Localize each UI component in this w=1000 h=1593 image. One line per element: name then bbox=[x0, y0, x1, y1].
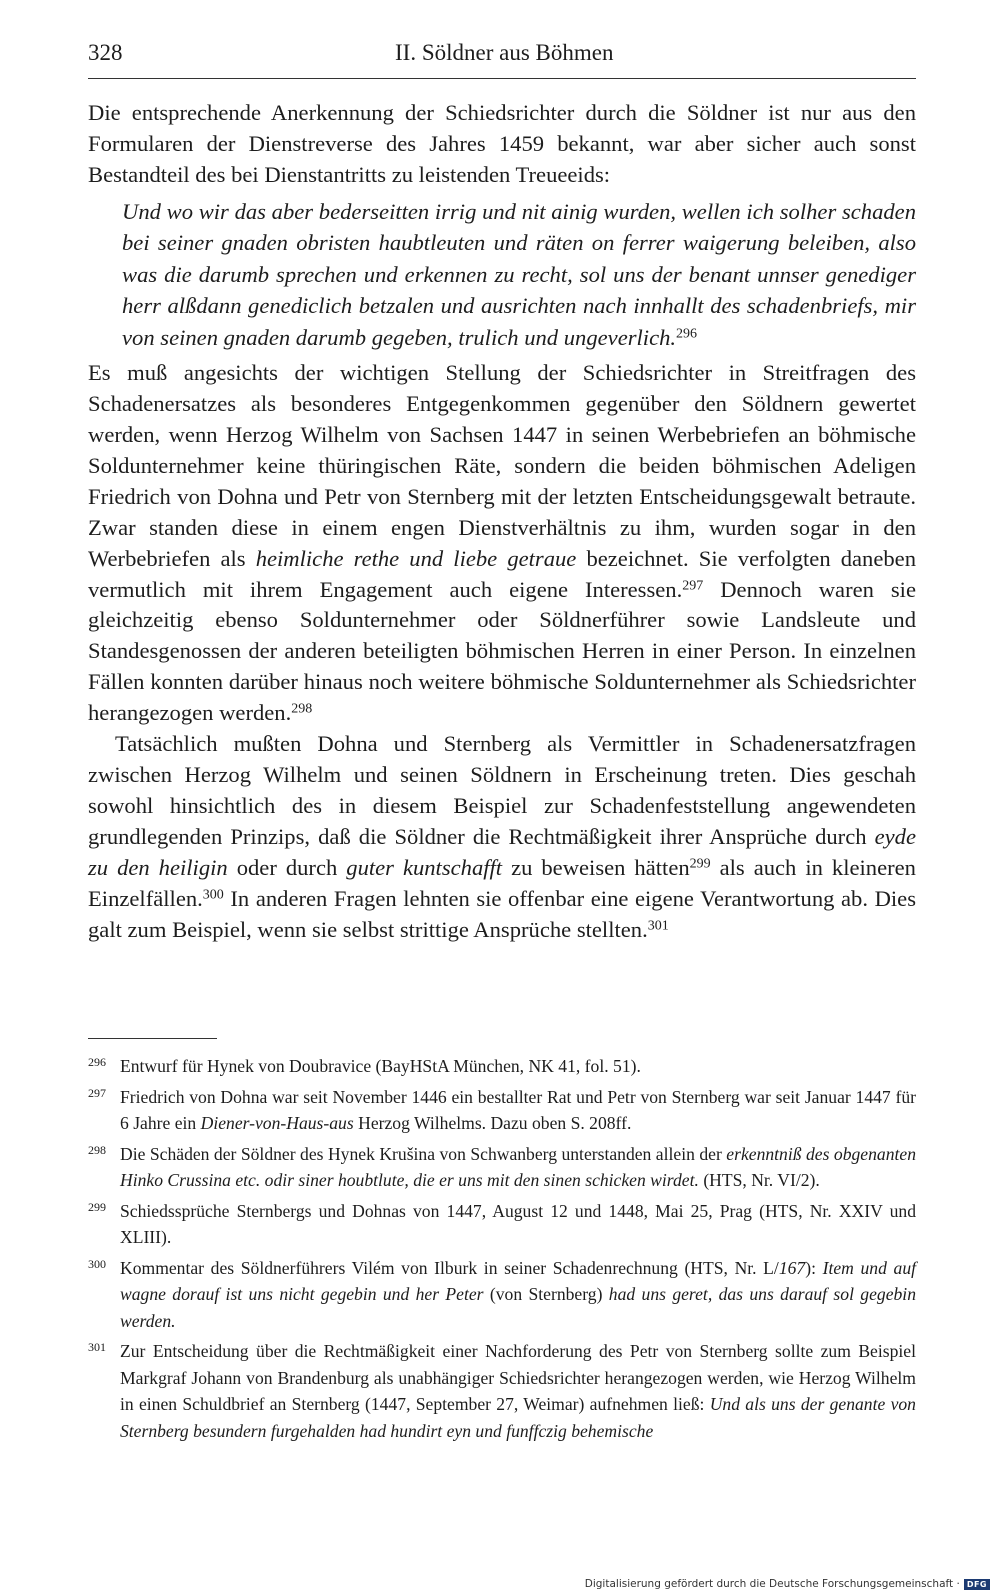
footnote-text: Zur Entscheidung über die Rechtmäßigkeit einer Nachforderung des Petr von Sternberg sollte zum Beispiel Markgraf Johann von Brandenburg als unabhängiger Schiedsrichter herangezogen werden, wie Herzog Wilhelm in einen Schuldbrief an Sternberg (1447, September 27, Weimar) aufnehmen ließ: bbox=[120, 1341, 916, 1414]
footnote-italic: Diener-von-Haus-aus bbox=[200, 1113, 354, 1133]
footnote-italic: Item und auf wagne dorauf ist uns nicht gegebin und her Peter bbox=[120, 1257, 917, 1304]
dfg-logo-icon: DFG bbox=[964, 1579, 990, 1590]
paragraph-2 bbox=[88, 358, 916, 729]
footnote-text: Kommentar des Söldnerführers Vilém von Ilburk in seiner Schadenrechnung (HTS, Nr. L/ bbox=[120, 1257, 779, 1278]
footnote-ref-296[interactable]: 296 bbox=[676, 326, 698, 342]
footnote-text: (HTS, Nr. VI/2). bbox=[703, 1170, 820, 1190]
p3-text-a: Tatsächlich mußten Dohna und Sternberg als Vermittler in Schadenersatzfragen zwischen Herzog Wilhelm und seinen Söldnern in Erscheinung treten. Dies geschah sowohl hinsichtlich des in diesem Beispiel zur Schadenfeststellung angewendeten grundlegenden Prinzips, daß die Söldner die Rechtmäßigkeit ihrer Ansprüche durch bbox=[88, 731, 916, 849]
footnote-297: 297 Friedrich von Dohna war seit November 1446 ein bestallter Rat und Petr von Sternberg war seit Januar 1447 für 6 Jahre ein Diener-von-Haus-aus Herzog Wilhelms. Dazu oben S. 208ff. bbox=[88, 1085, 916, 1133]
footnote-text: Entwurf für Hynek von Doubravice (BayHStA München, NK 41, fol. 51). bbox=[120, 1056, 641, 1076]
footnote-301: 301 Zur Entscheidung über die Rechtmäßigkeit einer Nachforderung des Petr von Sternberg sollte zum Beispiel Markgraf Johann von Brandenburg als unabhängiger Schiedsrichter herangezogen werden, wie Herzog Wilhelm in einen Schuldbrief an Sternberg (1447, September 27, Weimar) aufnehmen ließ: Und als uns der genante von Sternberg besundern furgehalden had hundirt eyn und funffczig behemische bbox=[88, 1340, 916, 1441]
footnote-text: Die Schäden der Söldner des Hynek Krušina von Schwanberg unterstanden allein der bbox=[120, 1143, 722, 1164]
footnote-italic: Und als uns der genante von Sternberg besundern furgehalden had hundirt eyn und funffczig behemische bbox=[120, 1394, 916, 1441]
paragraph-1: Die entsprechende Anerkennung der Schiedsrichter durch die Söldner ist nur aus den Formularen der Dienstreverse des Jahres 1459 bekannt, war aber sicher auch sonst Bestandteil des bei Dienstantritts zu leistenden Treueeids: bbox=[88, 100, 916, 187]
footnote-296: 296 Entwurf für Hynek von Doubravice (BayHStA München, NK 41, fol. 51). bbox=[88, 1055, 641, 1076]
p2-text-b: bezeichnet. Sie verfolgten daneben vermutlich mit ihrem Engagement auch eigene Interessen. bbox=[88, 545, 916, 602]
footnote-text: (von Sternberg) bbox=[489, 1284, 603, 1304]
main-text bbox=[88, 98, 916, 945]
footnote-ref-298[interactable]: 298 bbox=[291, 701, 313, 717]
running-head: II. Söldner aus Böhmen bbox=[395, 40, 614, 65]
footnote-298: 298 Die Schäden der Söldner des Hynek Krušina von Schwanberg unterstanden allein der erkenntniß des obgenanten Hinko Crussina etc. odir siner houbtlute, die er uns mit den sinen schicken wirdet. (HTS, Nr. VI/2). bbox=[88, 1142, 916, 1190]
p3-italic-2: guter kuntschafft bbox=[346, 854, 503, 880]
page-header bbox=[88, 38, 916, 79]
p3-text-d: als auch in kleineren Einzelfällen. bbox=[88, 854, 916, 911]
digitization-footer bbox=[585, 1578, 990, 1590]
footnote-text: Herzog Wilhelms. Dazu oben S. 208ff. bbox=[358, 1113, 632, 1133]
footnote-text: ): bbox=[805, 1257, 816, 1278]
footnote-ref-299[interactable]: 299 bbox=[689, 856, 711, 872]
footnote-italic: erkenntniß des obgenanten Hinko Crussina etc. odir siner houbtlute, die er uns mit den sinen schicken wirdet. bbox=[120, 1143, 916, 1190]
p2-text-c: Dennoch waren sie gleichzeitig ebenso Soldunternehmer oder Söldnerführer sowie Landsleute und Standesgenossen der anderen beteiligten böhmischen Herren in einer Person. In einzelnen Fällen konnten darüber hinaus noch weitere böhmische Soldunternehmer als Schiedsrichter herangezogen werden. bbox=[88, 576, 916, 726]
footnote-ref-301[interactable]: 301 bbox=[647, 917, 669, 933]
footnotes bbox=[88, 1053, 916, 1448]
footnote-italic: had uns geret, das uns darauf sol gegebin werden. bbox=[120, 1284, 916, 1331]
p3-text-e: In anderen Fragen lehnten sie offenbar eine eigene Verantwortung ab. Dies galt zum Beispiel, wenn sie selbst strittige Ansprüche stellten. bbox=[88, 885, 916, 942]
footnote-divider bbox=[88, 1038, 217, 1039]
paragraph-3 bbox=[88, 729, 916, 945]
p2-text-a: Es muß angesichts der wichtigen Stellung der Schiedsrichter in Streitfragen des Schadenersatzes als besonderes Entgegenkommen gegenüber den Söldnern gewertet werden, wenn Herzog Wilhelm von Sachsen 1447 in seinen Werbebriefen an böhmische Soldunternehmer keine thüringischen Räte, sondern die beiden böhmischen Adeligen Friedrich von Dohna und Petr von Sternberg mit der letzten Entscheidungsgewalt betraute. Zwar standen diese in einem engen Dienstverhältnis zu ihm, wurden sogar in den Werbebriefen als bbox=[88, 360, 916, 571]
footnote-italic: 167 bbox=[778, 1257, 806, 1278]
p3-text-c: zu beweisen hätten bbox=[511, 854, 690, 880]
footer-credit: Digitalisierung gefördert durch die Deutsche Forschungsgemeinschaft · bbox=[584, 1578, 960, 1590]
p3-text-b: oder durch bbox=[236, 854, 338, 880]
footnote-300: 300 Kommentar des Söldnerführers Vilém von Ilburk in seiner Schadenrechnung (HTS, Nr. L/167): Item und auf wagne dorauf ist uns nicht gegebin und her Peter (von Sternberg) had uns geret, das uns darauf sol gegebin werden. bbox=[88, 1256, 917, 1331]
footnote-text: Friedrich von Dohna war seit November 1446 ein bestallter Rat und Petr von Sternberg war seit Januar 1447 für 6 Jahre ein bbox=[120, 1086, 916, 1133]
p3-italic-1: eyde zu den heiligin bbox=[88, 823, 916, 880]
footnote-ref-300[interactable]: 300 bbox=[202, 886, 224, 902]
footnote-text: Schiedssprüche Sternbergs und Dohnas von 1447, August 12 und 1448, Mai 25, Prag (HTS, Nr. XXIV und XLIII). bbox=[120, 1200, 916, 1247]
p2-italic: heimliche rethe und liebe getraue bbox=[255, 545, 577, 571]
block-quote bbox=[122, 196, 916, 354]
footnote-ref-297[interactable]: 297 bbox=[682, 577, 704, 593]
quote-text: Und wo wir das aber bederseitten irrig und nit ainig wurden, wellen ich solher schaden bei seiner gnaden obristen haubtleuten und räten on ferrer waigerung beleiben, also was die darumb sprechen und erkennen zu recht, sol uns der benant unnser genediger herr alßdann genediclich betzalen und ausrichten nach innhallt des schadenbriefs, mir von seinen gnaden darumb gegeben, trulich und ungeverlich. bbox=[122, 198, 916, 350]
page-number: 328 bbox=[88, 40, 123, 65]
footnote-299: 299 Schiedssprüche Sternbergs und Dohnas von 1447, August 12 und 1448, Mai 25, Prag (HTS, Nr. XXIV und XLIII). bbox=[88, 1199, 916, 1247]
